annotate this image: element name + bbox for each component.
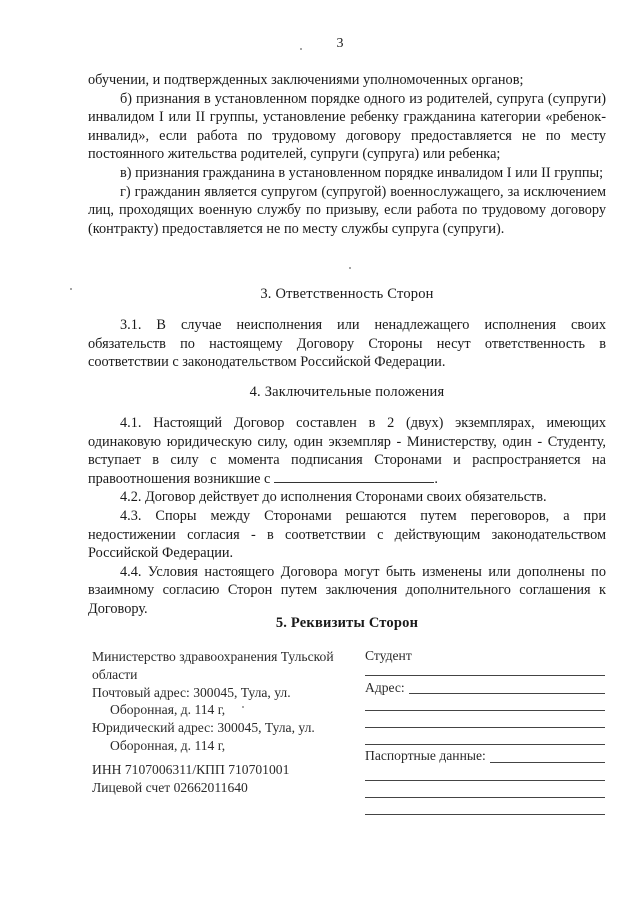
clause-4-2: 4.2. Договор действует до исполнения Сторонами своих обязательств. <box>120 489 547 506</box>
passport-label: Паспортные данные: <box>365 748 490 764</box>
ministry-name: Министерство здравоохранения Тульской области <box>92 649 334 682</box>
section-3-title: 3. Ответственность Сторон <box>260 286 434 302</box>
clause-g: г) гражданин является супругом (супругой) военнослужащего, за исключением лиц, проходящих военную службу по призыву, если работа по трудовому договору (контракту) предоставляется не по месту службы супруга (супруги). <box>88 183 606 237</box>
passport-line-2 <box>365 780 605 781</box>
clause-4-1-text: 4.1. Настоящий Договор составлен в 2 (двух) экземплярах, имеющих одинаковую юридическую силу, один экземпляр - Министерству, один - Студенту, вступает в силу с момента подписания Сторонами и распространяется на правоотношения возникшие с <box>88 415 606 487</box>
address-line-4 <box>365 744 605 745</box>
address-line-3 <box>365 727 605 728</box>
section-3-body <box>88 316 606 372</box>
inn-kpp: ИНН 7107006311/КПП 710701001 <box>92 761 290 777</box>
passport-line-3 <box>365 797 605 798</box>
section-4-title: 4. Заключительные положения <box>249 384 445 400</box>
passport-line-4 <box>365 814 605 815</box>
clause-4-3: 4.3. Споры между Сторонами решаются путем переговоров, а при недостижении согласия - в соответствии с действующим законодательством Российской Федерации. <box>88 507 606 562</box>
page-number: 3 <box>336 36 344 51</box>
address-line-2 <box>365 710 605 711</box>
scan-speck <box>349 267 351 269</box>
clause-3-1: 3.1. В случае неисполнения или ненадлежащего исполнения своих обязательств по настоящему Договору Стороны несут ответственность в соответствии с законодательством Российской Федерации. <box>88 317 606 371</box>
clause-4-1-end: . <box>434 470 438 487</box>
intro-line: обучении, и подтвержденных заключениями уполномоченных органов; <box>88 72 524 88</box>
student-title: Студент <box>365 648 416 664</box>
legal-address-label: Юридический адрес: 300045, Тула, ул. <box>92 720 315 736</box>
date-blank <box>274 470 434 483</box>
legal-address-street: Оборонная, д. 114 г, <box>110 737 226 753</box>
section-5-title: 5. Реквизиты Сторон <box>275 615 419 631</box>
personal-account: Лицевой счет 02662011640 <box>92 779 248 795</box>
scan-speck <box>70 288 72 290</box>
clause-4-1 <box>88 414 606 488</box>
scan-speck <box>300 48 302 50</box>
clause-4-4: 4.4. Условия настоящего Договора могут быть изменены или дополнены по взаимному согласию Сторон путем заключения дополнительного соглашения к Договору. <box>88 563 606 617</box>
intro-block <box>88 71 606 238</box>
student-name-line <box>365 675 605 676</box>
postal-address-label: Почтовый адрес: 300045, Тула, ул. <box>92 684 291 700</box>
scan-speck <box>242 706 244 708</box>
ministry-details <box>92 648 352 796</box>
clause-v: в) признания гражданина в установленном порядке инвалидом I или II группы; <box>120 164 604 181</box>
section-4-body <box>88 414 606 619</box>
postal-address-street: Оборонная, д. 114 г, <box>110 702 226 718</box>
address-label: Адрес: <box>365 680 409 696</box>
clause-b: б) признания в установленном порядке одного из родителей, супруга (супруги) инвалидом I или II группы, установление ребенку гражданина категории «ребенок-инвалид», если работа по трудовому договору предоставляется не по месту постоянного жительства родителей, супруги (супруга) или ребенка; <box>88 90 606 163</box>
